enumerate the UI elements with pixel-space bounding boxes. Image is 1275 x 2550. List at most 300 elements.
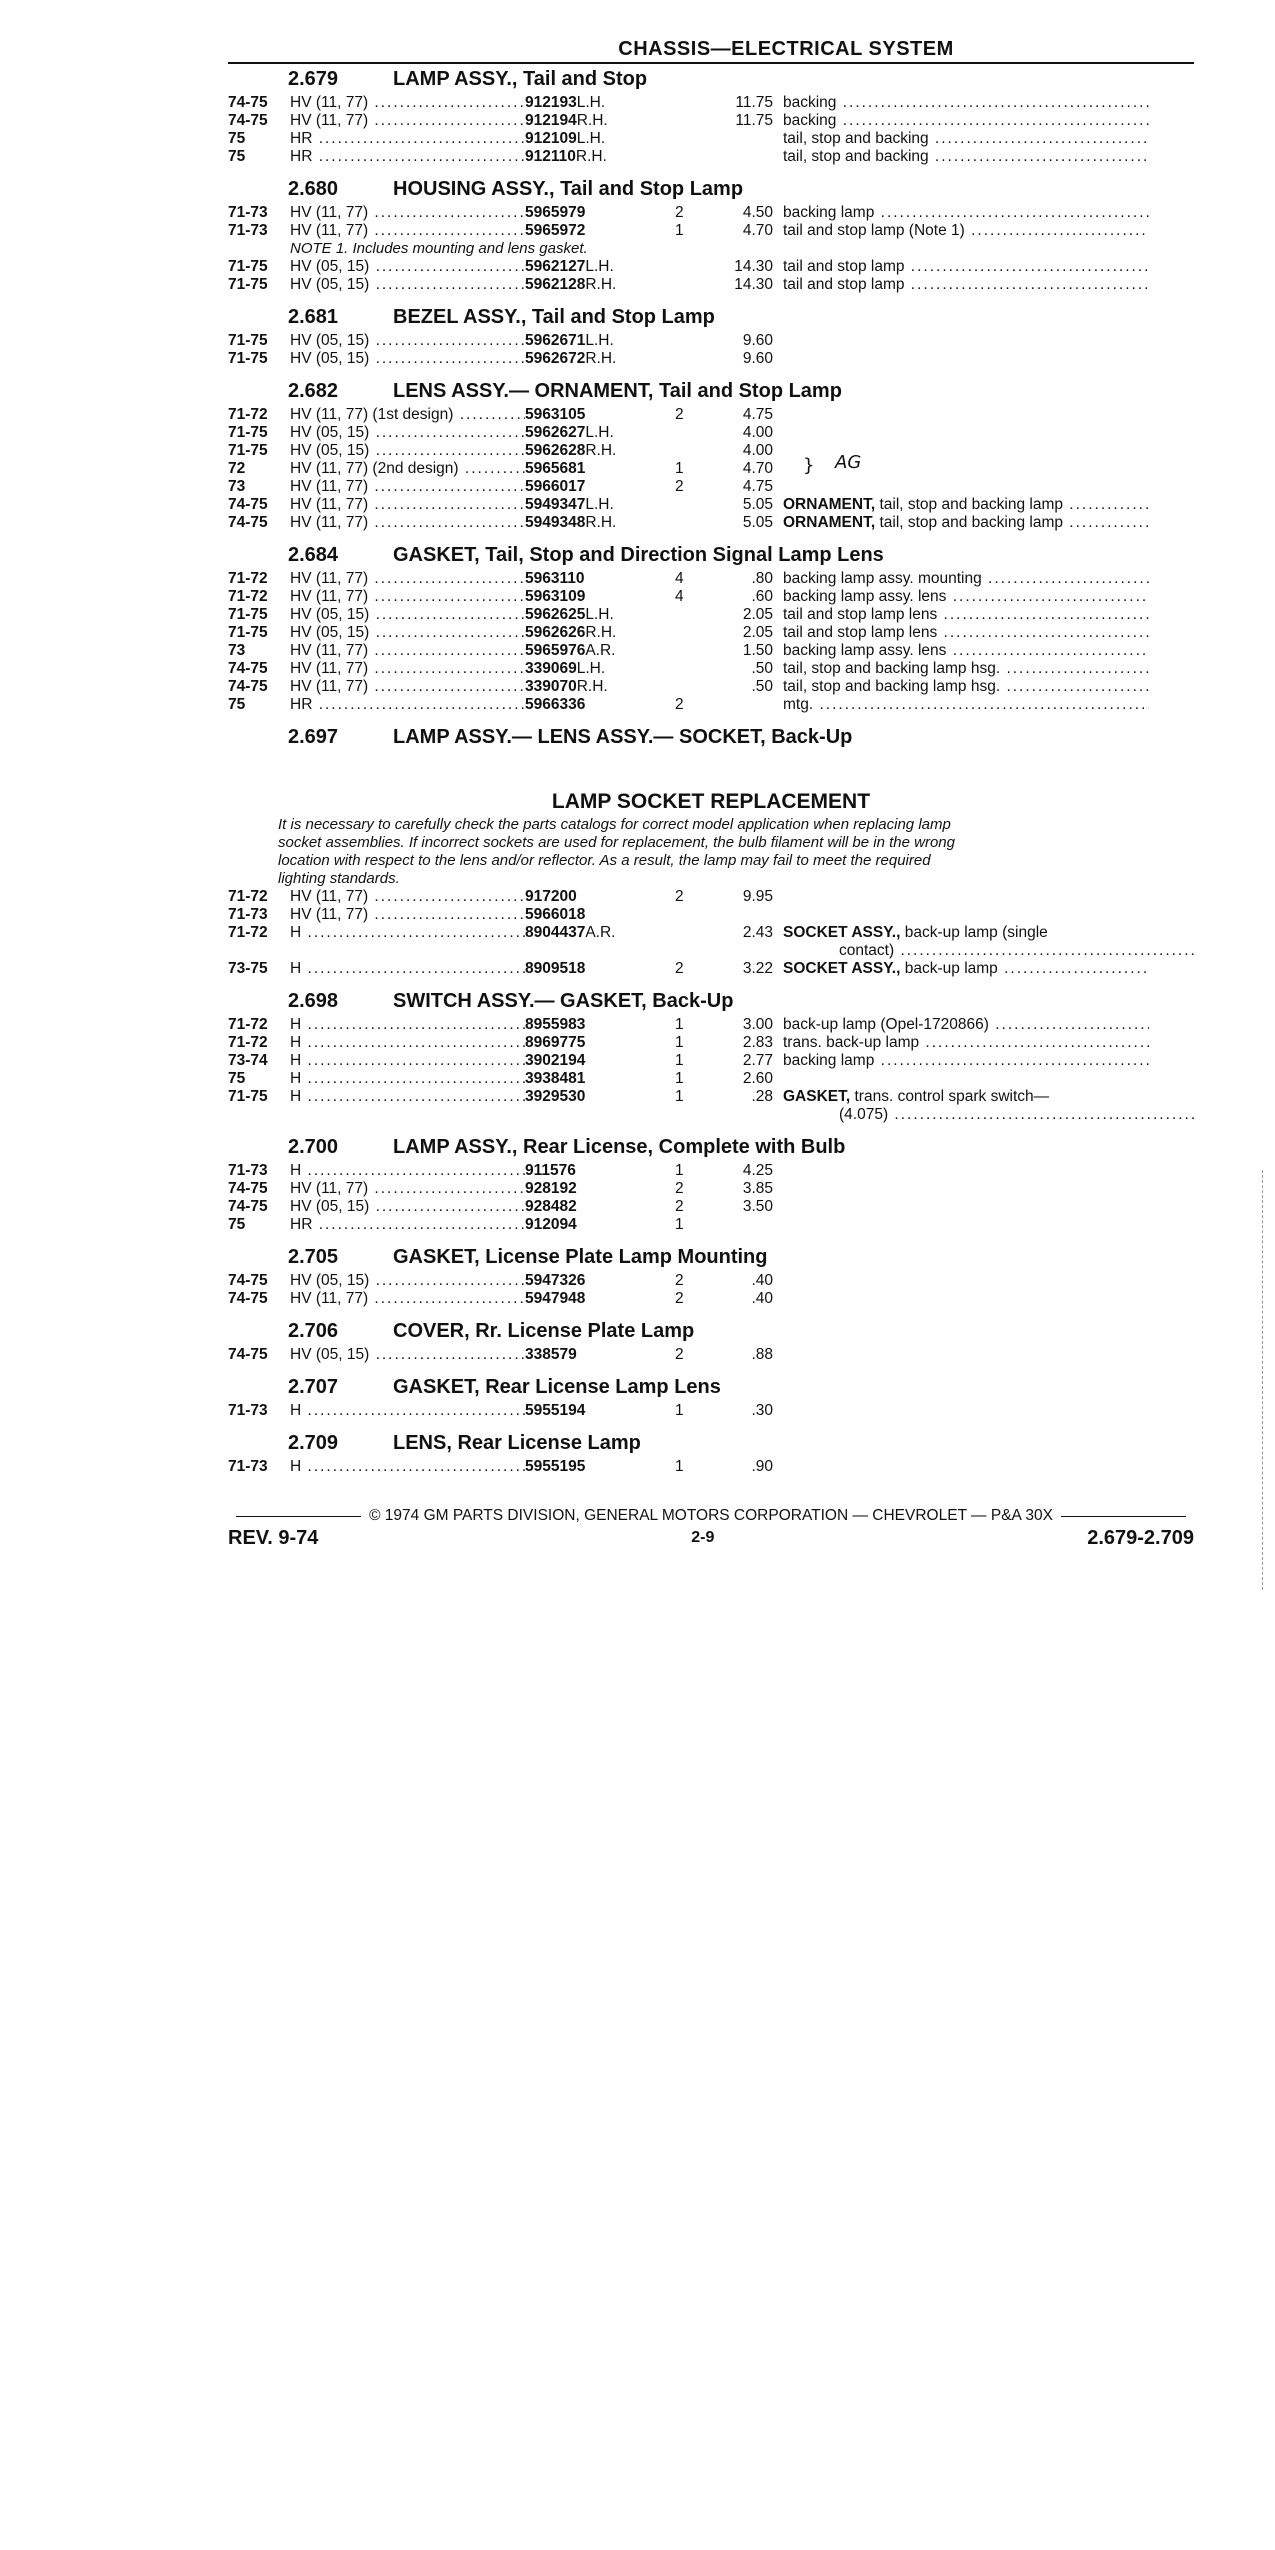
model-years: 75 [228,148,246,165]
price: 11.75 [735,94,773,111]
price: .28 [751,1088,773,1105]
model-years: 71-75 [228,1088,268,1105]
quantity: 4 [675,588,684,605]
part-number-cell [525,1070,675,1088]
quantity: 2 [675,1272,684,1289]
description [783,588,1149,606]
description [783,642,1149,660]
model-years: 75 [228,1070,246,1087]
application: HV (05, 15) ..... [290,442,525,460]
application: HV (11, 77) ..... [290,642,525,660]
description [783,1272,1149,1290]
quantity [675,130,715,148]
part-number: 5962627 [525,424,586,441]
section-title: SWITCH ASSY.— GASKET, Back-Up [393,990,734,1012]
quantity: 1 [675,222,684,239]
quantity [675,660,715,678]
part-number: 912110 [525,148,576,165]
model-years: 74-75 [228,678,268,695]
model-years: 74-75 [228,1198,268,1215]
description-text: mtg. [783,696,814,713]
part-row [228,888,1194,906]
model-years: 71-72 [228,570,268,587]
section-gap [228,1124,1194,1132]
section-number: 2.679 [288,68,339,90]
quantity [675,350,715,368]
section-number: 2.709 [288,1432,339,1454]
side-code: R.H. [575,148,607,165]
part-number-cell [525,406,675,424]
description [783,1016,1149,1034]
quantity: 1 [675,1070,684,1087]
description-text: trans. back-up lamp [783,1034,920,1051]
model-years: 71-75 [228,276,268,293]
description [783,332,1149,350]
part-number-cell [525,606,675,624]
application: HR ..... [290,148,525,166]
part-number: 5966018 [525,906,586,923]
part-row [228,1458,1194,1476]
quantity [675,148,715,166]
description [783,94,1149,112]
description-continuation: contact) ..... [228,942,1194,960]
model-years: 74-75 [228,94,268,111]
section-title: LAMP ASSY., Tail and Stop [393,68,648,90]
application: HV (05, 15) ..... [290,606,525,624]
section-gap [228,166,1194,174]
description-text: backing [783,94,837,111]
price: 2.43 [742,924,773,941]
description [783,1458,1149,1476]
part-row [228,588,1194,606]
quantity: 2 [675,960,684,977]
part-row [228,478,1194,496]
section-title: COVER, Rr. License Plate Lamp [393,1320,695,1342]
part-row [228,1070,1194,1088]
price: 2.05 [742,606,773,623]
application: HV (11, 77) (2nd design) ..... [290,460,525,478]
part-number-cell [525,1180,675,1198]
price: 4.50 [742,204,773,221]
price: 2.60 [742,1070,773,1087]
part-row [228,496,1194,514]
side-code: R.H. [585,350,617,367]
price: 2.05 [742,624,773,641]
side-code: R.H. [576,112,608,129]
description [783,496,1149,514]
section-heading [228,1242,1194,1272]
price: .90 [751,1458,773,1475]
part-number-cell [525,1052,675,1070]
description-text: tail, stop and backing lamp hsg. [783,660,1001,677]
description [783,696,1149,714]
model-years: 71-75 [228,258,268,275]
quantity: 1 [675,1402,684,1419]
section-number: 2.682 [288,380,339,402]
part-number: 912194 [525,112,577,129]
side-code: R.H. [585,276,617,293]
description-text: tail, stop and backing lamp [875,496,1063,513]
part-number-cell [525,1290,675,1308]
part-number: 5947326 [525,1272,586,1289]
side-code: L.H. [585,424,614,441]
part-number-cell [525,1034,675,1052]
part-row [228,276,1194,294]
part-number-cell [525,332,675,350]
side-code: R.H. [576,678,608,695]
part-number-cell [525,496,675,514]
part-number-cell [525,112,675,130]
description-text: tail and stop lamp lens [783,606,938,623]
part-row [228,1016,1194,1034]
model-years: 74-75 [228,1180,268,1197]
part-number-cell [525,624,675,642]
description [783,276,1149,294]
part-number: 8969775 [525,1034,586,1051]
quantity: 2 [675,204,684,221]
section-heading [228,64,1194,94]
application: HV (05, 15) ..... [290,258,525,276]
model-years: 71-72 [228,406,268,423]
section-title: GASKET, Tail, Stop and Direction Signal Lamp Lens [393,544,884,566]
footer-rule-left [236,1516,361,1517]
part-number: 5962127 [525,258,586,275]
section-gap [228,1364,1194,1372]
section-title: GASKET, Rear License Lamp Lens [393,1376,721,1398]
description [783,514,1149,532]
application: HV (11, 77) ..... [290,678,525,696]
part-number: 912109 [525,130,577,147]
application: HV (05, 15) ..... [290,276,525,294]
description-text: backing lamp assy. mounting [783,570,982,587]
sections-top [228,64,1194,760]
price: .50 [751,678,773,695]
section-title: LENS ASSY.— ORNAMENT, Tail and Stop Lamp [393,380,842,402]
quantity [675,606,715,624]
model-years: 71-75 [228,442,268,459]
price: .40 [751,1290,773,1307]
section-heading [228,1428,1194,1458]
quantity [675,276,715,294]
price: 1.50 [742,642,773,659]
part-number: 5965976 [525,642,586,659]
description [783,424,1149,442]
model-years: 74-75 [228,1346,268,1363]
quantity: 1 [675,1458,684,1475]
description-text: back-up lamp (Opel-1720866) [783,1016,989,1033]
section-gap [228,294,1194,302]
part-number: 917200 [525,888,577,905]
model-years: 71-75 [228,350,268,367]
footer-rule-right [1061,1516,1186,1517]
price: 14.30 [734,276,773,293]
part-row [228,112,1194,130]
application: HR ..... [290,1216,525,1234]
part-row [228,1162,1194,1180]
side-code: R.H. [585,514,617,531]
section-title: LENS, Rear License Lamp [393,1432,641,1454]
description-text: tail and stop lamp lens [783,624,938,641]
part-number: 928192 [525,1180,577,1197]
application: HV (05, 15) ..... [290,424,525,442]
application: H ..... [290,1162,525,1180]
model-years: 74-75 [228,496,268,513]
price [715,148,783,166]
part-number: 5966017 [525,478,586,495]
part-number: 3938481 [525,1070,586,1087]
model-years: 71-75 [228,424,268,441]
side-code: L.H. [585,496,614,513]
application: HV (11, 77) ..... [290,478,525,496]
section-gap [228,532,1194,540]
side-code: A.R. [585,924,616,941]
quantity: 2 [675,888,684,905]
application: H ..... [290,1402,525,1420]
section-number: 2.707 [288,1376,339,1398]
quantity: 2 [675,1198,684,1215]
model-years: 73 [228,478,246,495]
price: 4.00 [742,424,773,441]
description [783,678,1149,696]
part-number-cell [525,588,675,606]
part-number-cell [525,350,675,368]
section-heading [228,540,1194,570]
model-years: 74-75 [228,660,268,677]
part-row [228,350,1194,368]
price: 14.30 [734,258,773,275]
quantity: 2 [675,478,684,495]
description [783,1052,1149,1070]
description-text: back-up lamp [900,960,998,977]
section-title: BEZEL ASSY., Tail and Stop Lamp [393,306,715,328]
description [783,1088,1149,1106]
copyright-text: © 1974 GM PARTS DIVISION, GENERAL MOTORS CORPORATION — CHEVROLET — P&A 30X [369,1507,1053,1524]
description-text: tail, stop and backing [783,130,929,147]
part-row [228,222,1194,240]
side-code: L.H. [576,94,606,111]
quantity [675,442,715,460]
part-number-cell [525,1162,675,1180]
part-row [228,678,1194,696]
price: 2.83 [742,1034,773,1051]
part-number-cell [525,94,675,112]
description-text: backing [783,112,837,129]
application: HV (11, 77) ..... [290,1180,525,1198]
description-bold: ORNAMENT, [783,514,876,531]
side-code: A.R. [585,642,616,659]
model-years: 75 [228,696,246,713]
part-number-cell [525,906,675,924]
section-note: NOTE 1. Includes mounting and lens gasket. [290,240,588,257]
section-gap [228,714,1194,722]
part-number: 3929530 [525,1088,586,1105]
part-number: 5963105 [525,406,586,423]
section-gap [228,752,1194,760]
part-number: 5962671 [525,332,586,349]
part-number-cell [525,222,675,240]
part-number: 5962672 [525,350,586,367]
section-title: LAMP ASSY.— LENS ASSY.— SOCKET, Back-Up [393,726,853,748]
part-row [228,660,1194,678]
part-number-cell [525,204,675,222]
price: 3.00 [742,1016,773,1033]
price: .60 [751,588,773,605]
intro-line: lighting standards. [278,870,400,887]
price: 4.25 [742,1162,773,1179]
description [783,624,1149,642]
part-row [228,696,1194,714]
revision-date: REV. 9-74 [228,1527,319,1549]
side-code: L.H. [576,660,606,677]
side-code: L.H. [576,130,606,147]
side-code: L.H. [585,606,614,623]
part-number-cell [525,660,675,678]
part-number-cell [525,960,675,978]
model-years: 71-73 [228,1162,268,1179]
quantity [675,258,715,276]
price: .30 [751,1402,773,1419]
part-number: 5962628 [525,442,586,459]
section-number: 2.705 [288,1246,339,1268]
page-footer [228,1526,1194,1550]
sections-bottom [228,986,1194,1484]
part-number-cell [525,1016,675,1034]
description-text: tail and stop lamp (Note 1) [783,222,965,239]
description [783,406,1149,424]
quantity [675,678,715,696]
description-text: tail, stop and backing lamp hsg. [783,678,1001,695]
quantity: 1 [675,1088,684,1105]
part-row [228,1290,1194,1308]
description [783,112,1149,130]
section-heading [228,1372,1194,1402]
price: 11.75 [735,112,773,129]
price: 4.70 [742,222,773,239]
model-years: 71-73 [228,204,268,221]
part-number: 5965979 [525,204,586,221]
section-number: 2.706 [288,1320,339,1342]
description-text: tail, stop and backing [783,148,929,165]
application: HV (11, 77) ..... [290,888,525,906]
section-number: 2.698 [288,990,339,1012]
description [783,1180,1149,1198]
description-text: backing lamp [783,1052,875,1069]
application: HV (05, 15) ..... [290,332,525,350]
part-row [228,514,1194,532]
model-years: 71-75 [228,332,268,349]
description-text: trans. control spark switch— [850,1088,1050,1105]
application: HV (05, 15) ..... [290,1272,525,1290]
section-heading [228,986,1194,1016]
application: HV (11, 77) ..... [290,204,525,222]
application: HV (11, 77) ..... [290,496,525,514]
quantity: 2 [675,1290,684,1307]
description [783,888,1149,906]
part-number-cell [525,888,675,906]
part-number-cell [525,570,675,588]
description [783,222,1149,240]
part-number: 911576 [525,1162,576,1179]
model-years: 75 [228,130,246,147]
part-number-cell [525,1402,675,1420]
price: .80 [751,570,773,587]
section-gap [228,368,1194,376]
part-row [228,606,1194,624]
description-text: backing lamp assy. lens [783,588,947,605]
intro-line: location with respect to the lens and/or reflector. As a result, the lamp may fail to meet the required [278,852,931,869]
section-gap [228,978,1194,986]
description-bold: GASKET, [783,1088,851,1105]
model-years: 74-75 [228,1290,268,1307]
application: HV (11, 77) ..... [290,1290,525,1308]
quantity [675,642,715,660]
application: HV (05, 15) ..... [290,350,525,368]
model-years: 71-72 [228,1016,268,1033]
page-number: 2-9 [691,1529,715,1546]
section-number: 2.697 [288,726,339,748]
description [783,258,1149,276]
section-heading [228,1132,1194,1162]
part-row [228,642,1194,660]
part-row [228,130,1194,148]
model-years: 71-73 [228,1458,268,1475]
side-code: R.H. [585,442,617,459]
model-years: 74-75 [228,514,268,531]
description-text: backing lamp assy. lens [783,642,947,659]
price: 4.75 [742,478,773,495]
part-number-cell [525,276,675,294]
quantity: 1 [675,1016,684,1033]
description [783,570,1149,588]
description [783,130,1149,148]
application: H ..... [290,924,525,942]
part-number: 5962626 [525,624,586,641]
application: HV (11, 77) (1st design) ..... [290,406,525,424]
part-number-cell [525,148,675,166]
price [715,696,783,714]
part-number: 3902194 [525,1052,586,1069]
model-years: 73-74 [228,1052,268,1069]
part-number-cell [525,442,675,460]
quantity: 1 [675,1034,684,1051]
part-number-cell [525,1216,675,1234]
part-number: 339069 [525,660,577,677]
socket-rows [228,888,1194,986]
price: 3.50 [742,1198,773,1215]
description [783,906,1149,924]
part-number-cell [525,424,675,442]
part-row [228,460,1194,478]
part-row [228,906,1194,924]
model-years: 71-73 [228,1402,268,1419]
quantity: 1 [675,1052,684,1069]
scan-margin-line [1262,1170,1263,1590]
application: HV (11, 77) ..... [290,588,525,606]
part-number: 5949347 [525,496,586,513]
part-row [228,1052,1194,1070]
section-gap [228,1420,1194,1428]
section-number: 2.684 [288,544,339,566]
description-text: tail, stop and backing lamp [875,514,1063,531]
part-number: 5966336 [525,696,586,713]
price [715,1216,783,1234]
description [783,1290,1149,1308]
part-row [228,1198,1194,1216]
quantity [675,112,715,130]
application: HR ..... [290,130,525,148]
quantity [675,496,715,514]
part-number-cell [525,1346,675,1364]
